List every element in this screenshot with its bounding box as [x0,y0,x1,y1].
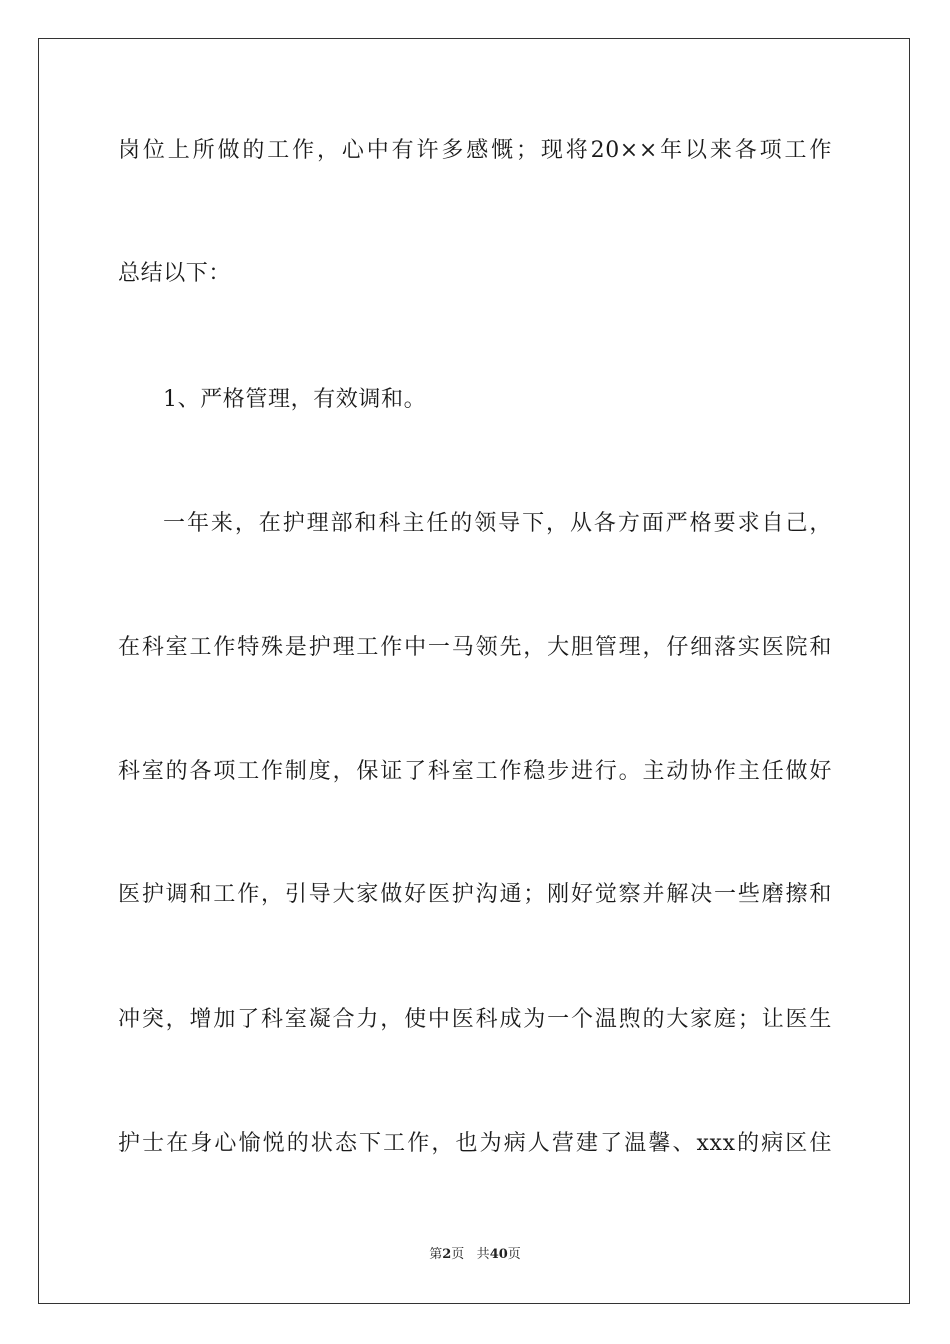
total-prefix: 共 [476,1247,490,1262]
body-line-4: 一年来，在护理部和科主任的领导下，从各方面严格要求自己， [163,511,832,536]
body-line-2: 总结以下： [118,261,232,286]
body-line-9: 护士在身心愉悦的状态下工作，也为病人营建了温馨、xxx的病区住 [118,1131,832,1156]
body-line-1: 岗位上所做的工作，心中有许多感慨；现将20××年以来各项工作 [118,138,832,163]
page-number: 2 [442,1247,452,1262]
total-pages: 40 [489,1247,508,1262]
page-suffix: 页 [451,1247,465,1262]
total-suffix: 页 [507,1247,521,1262]
body-line-5: 在科室工作特殊是护理工作中一马领先，大胆管理，仔细落实医院和 [118,635,832,660]
body-line-6: 科室的各项工作制度，保证了科室工作稳步进行。主动协作主任做好 [118,759,832,784]
page-footer [0,1246,950,1264]
body-line-7: 医护调和工作，引导大家做好医护沟通；刚好觉察并解决一些磨擦和 [118,882,832,907]
section-heading: 1、严格管理，有效调和。 [163,387,427,412]
body-line-8: 冲突，增加了科室凝合力，使中医科成为一个温煦的大家庭；让医生 [118,1007,832,1032]
page-prefix: 第 [429,1247,443,1262]
page-border [38,38,910,1304]
